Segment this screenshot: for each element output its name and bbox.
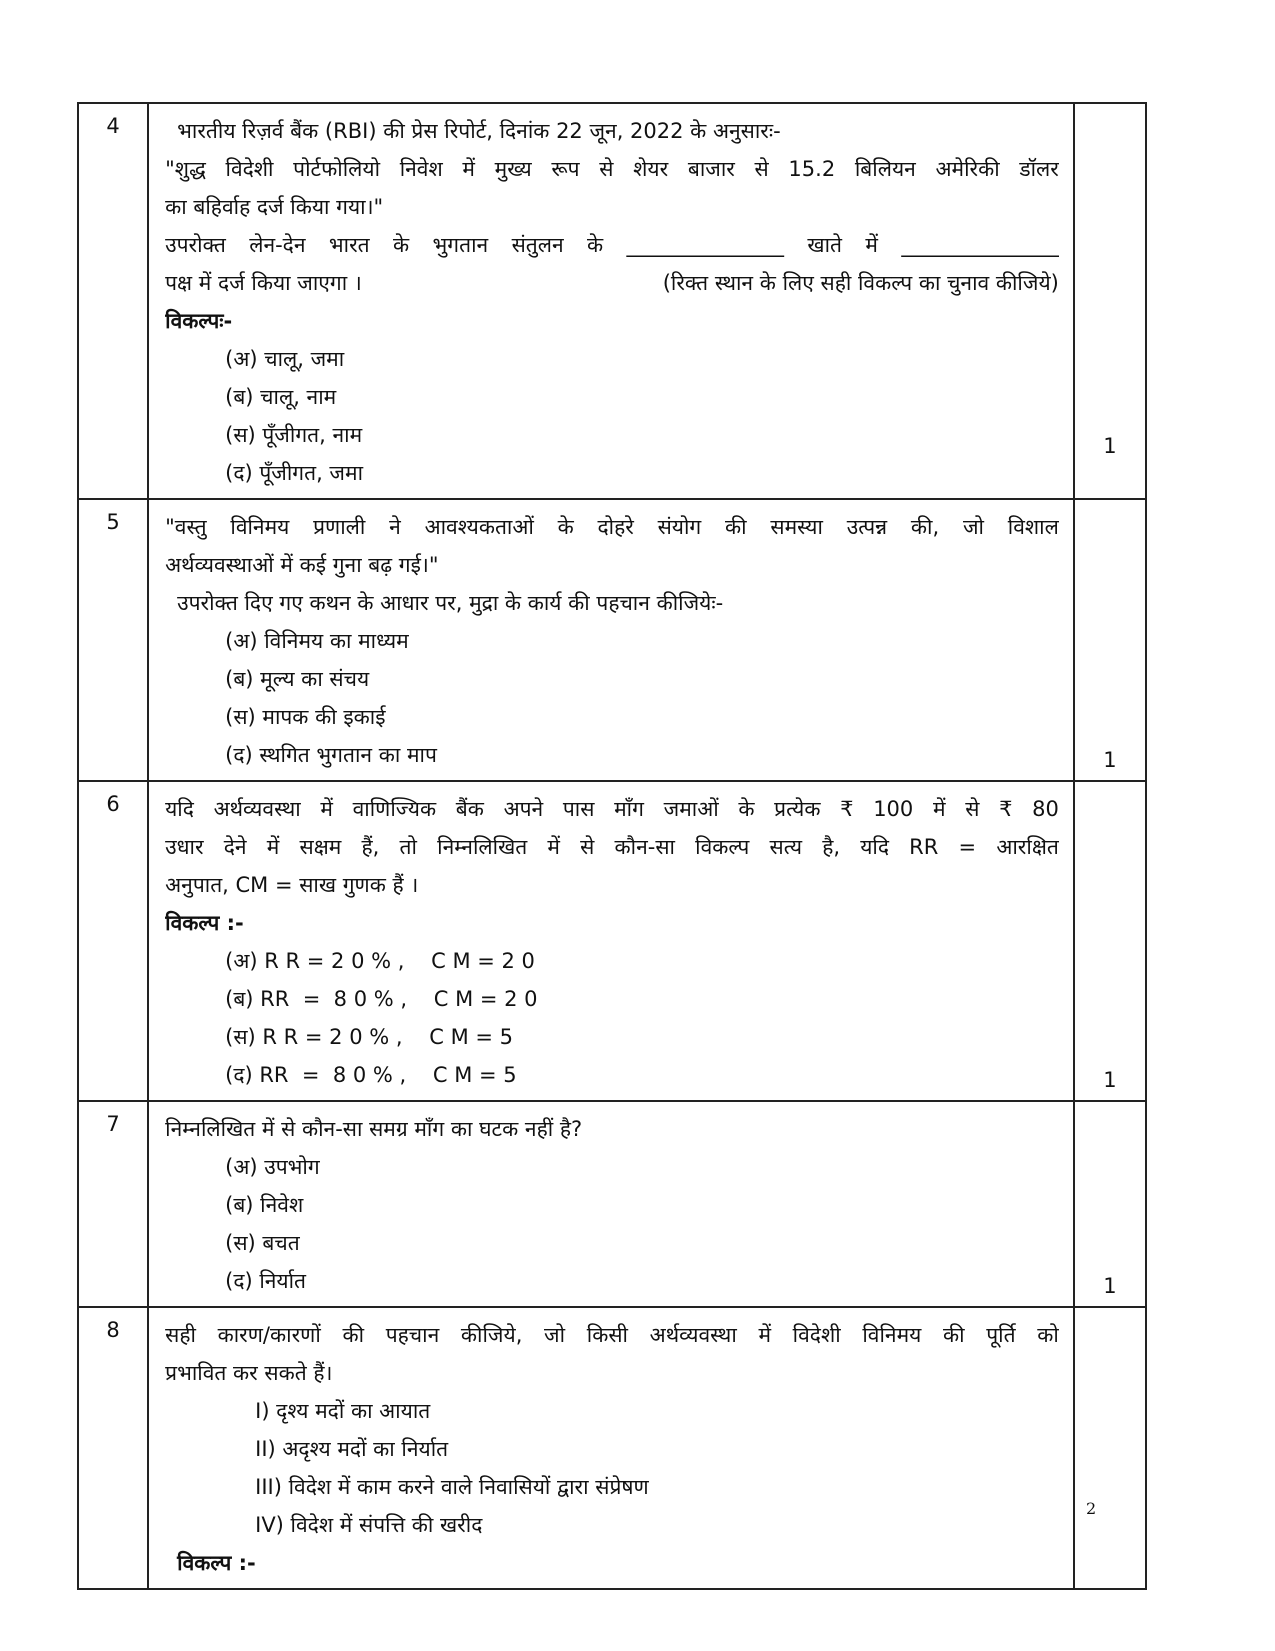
question-text-line: यदि अर्थव्यवस्था में वाणिज्यिक बैंक अपने पास माँग जमाओं के प्रत्येक ₹ 100 में से ₹ 80 [165,797,1059,821]
question-body [148,781,1074,1101]
marks-value: 1 [1103,1274,1117,1298]
option-b: (ब) निवेश [225,1193,304,1217]
reason-1: I) दृश्य मदों का आयात [255,1399,431,1423]
option-b: (ब) मूल्य का संचय [225,667,370,691]
marks-cell [1074,781,1146,1101]
option-c: (स) R R = 2 0 % , C M = 5 [225,1025,514,1049]
question-row-7 [78,1101,1146,1307]
option-a: (अ) R R = 2 0 % , C M = 2 0 [225,949,535,973]
option-a: (अ) उपभोग [225,1155,320,1179]
question-intro: भारतीय रिज़र्व बैंक (RBI) की प्रेस रिपोर्ट, दिनांक 22 जून, 2022 के अनुसारः- [177,119,781,143]
marks-cell [1074,499,1146,781]
marks-cell [1074,1101,1146,1307]
question-row-5 [78,499,1146,781]
question-body [148,499,1074,781]
marks-value: 1 [1103,1068,1117,1092]
reason-3: III) विदेश में काम करने वाले निवासियों द्वारा संप्रेषण [255,1475,649,1499]
option-c: (स) बचत [225,1231,300,1255]
question-statement: उपरोक्त दिए गए कथन के आधार पर, मुद्रा के कार्य की पहचान कीजियेः- [177,591,724,615]
marks-value: 1 [1103,434,1117,458]
option-d: (द) निर्यात [225,1269,307,1293]
option-c: (स) पूँजीगत, नाम [225,423,363,447]
option-d: (द) स्थगित भुगतान का माप [225,743,437,767]
question-quote-line: अर्थव्यवस्थाओं में कई गुना बढ़ गई।" [165,553,439,577]
question-number: 5 [78,499,148,781]
question-text-line: प्रभावित कर सकते हैं। [165,1361,333,1385]
option-a: (अ) विनिमय का माध्यम [225,629,409,653]
options-label: विकल्प :- [165,911,244,935]
reason-4: IV) विदेश में संपत्ति की खरीद [255,1513,483,1537]
option-a: (अ) चालू, जमा [225,347,345,371]
option-d: (द) पूँजीगत, जमा [225,461,364,485]
statement-text: पक्ष में दर्ज किया जाएगा । [165,271,362,295]
option-b: (ब) RR = 8 0 % , C M = 2 0 [225,987,538,1011]
question-text-line: उधार देने में सक्षम हैं, तो निम्नलिखित में से कौन-सा विकल्प सत्य है, यदि RR = आरक्षित [165,835,1059,859]
instruction-text: (रिक्त स्थान के लिए सही विकल्प का चुनाव कीजिये) [662,271,1059,295]
question-row-6 [78,781,1146,1101]
marks-value: 1 [1103,748,1117,772]
marks-cell [1074,103,1146,499]
question-body [148,1307,1074,1589]
question-row-4 [78,103,1146,499]
questions-table [77,102,1147,1590]
question-row-8 [78,1307,1146,1589]
page-number: 2 [1086,1499,1097,1518]
question-number: 6 [78,781,148,1101]
question-text: निम्नलिखित में से कौन-सा समग्र माँग का घटक नहीं है? [165,1117,583,1141]
question-text-line: सही कारण/कारणों की पहचान कीजिये, जो किसी अर्थव्यवस्था में विदेशी विनिमय की पूर्ति को [165,1323,1059,1347]
question-text-line: अनुपात, CM = साख गुणक हैं । [165,873,419,897]
marks-cell [1074,1307,1146,1589]
question-body [148,103,1074,499]
options-label: विकल्प :- [177,1551,256,1575]
question-body [148,1101,1074,1307]
question-paper-page [77,102,1147,1590]
option-b: (ब) चालू, नाम [225,385,337,409]
options-label: विकल्पः- [165,309,233,333]
question-number: 8 [78,1307,148,1589]
question-number: 4 [78,103,148,499]
question-quote-line: "शुद्ध विदेशी पोर्टफोलियो निवेश में मुख्य रूप से शेयर बाजार से 15.2 बिलियन अमेरिकी डॉलर [165,157,1059,181]
option-c: (स) मापक की इकाई [225,705,386,729]
question-quote-line: का बहिर्वाह दर्ज किया गया।" [165,195,384,219]
question-number: 7 [78,1101,148,1307]
question-statement-line: उपरोक्त लेन-देन भारत के भुगतान संतुलन के _______________ खाते में _______________ [165,233,1059,257]
question-quote-line: "वस्तु विनिमय प्रणाली ने आवश्यकताओं के दोहरे संयोग की समस्या उत्पन्न की, जो विशाल [165,515,1059,539]
question-statement-line [165,264,1059,302]
reason-2: II) अदृश्य मदों का निर्यात [255,1437,449,1461]
option-d: (द) RR = 8 0 % , C M = 5 [225,1063,517,1087]
